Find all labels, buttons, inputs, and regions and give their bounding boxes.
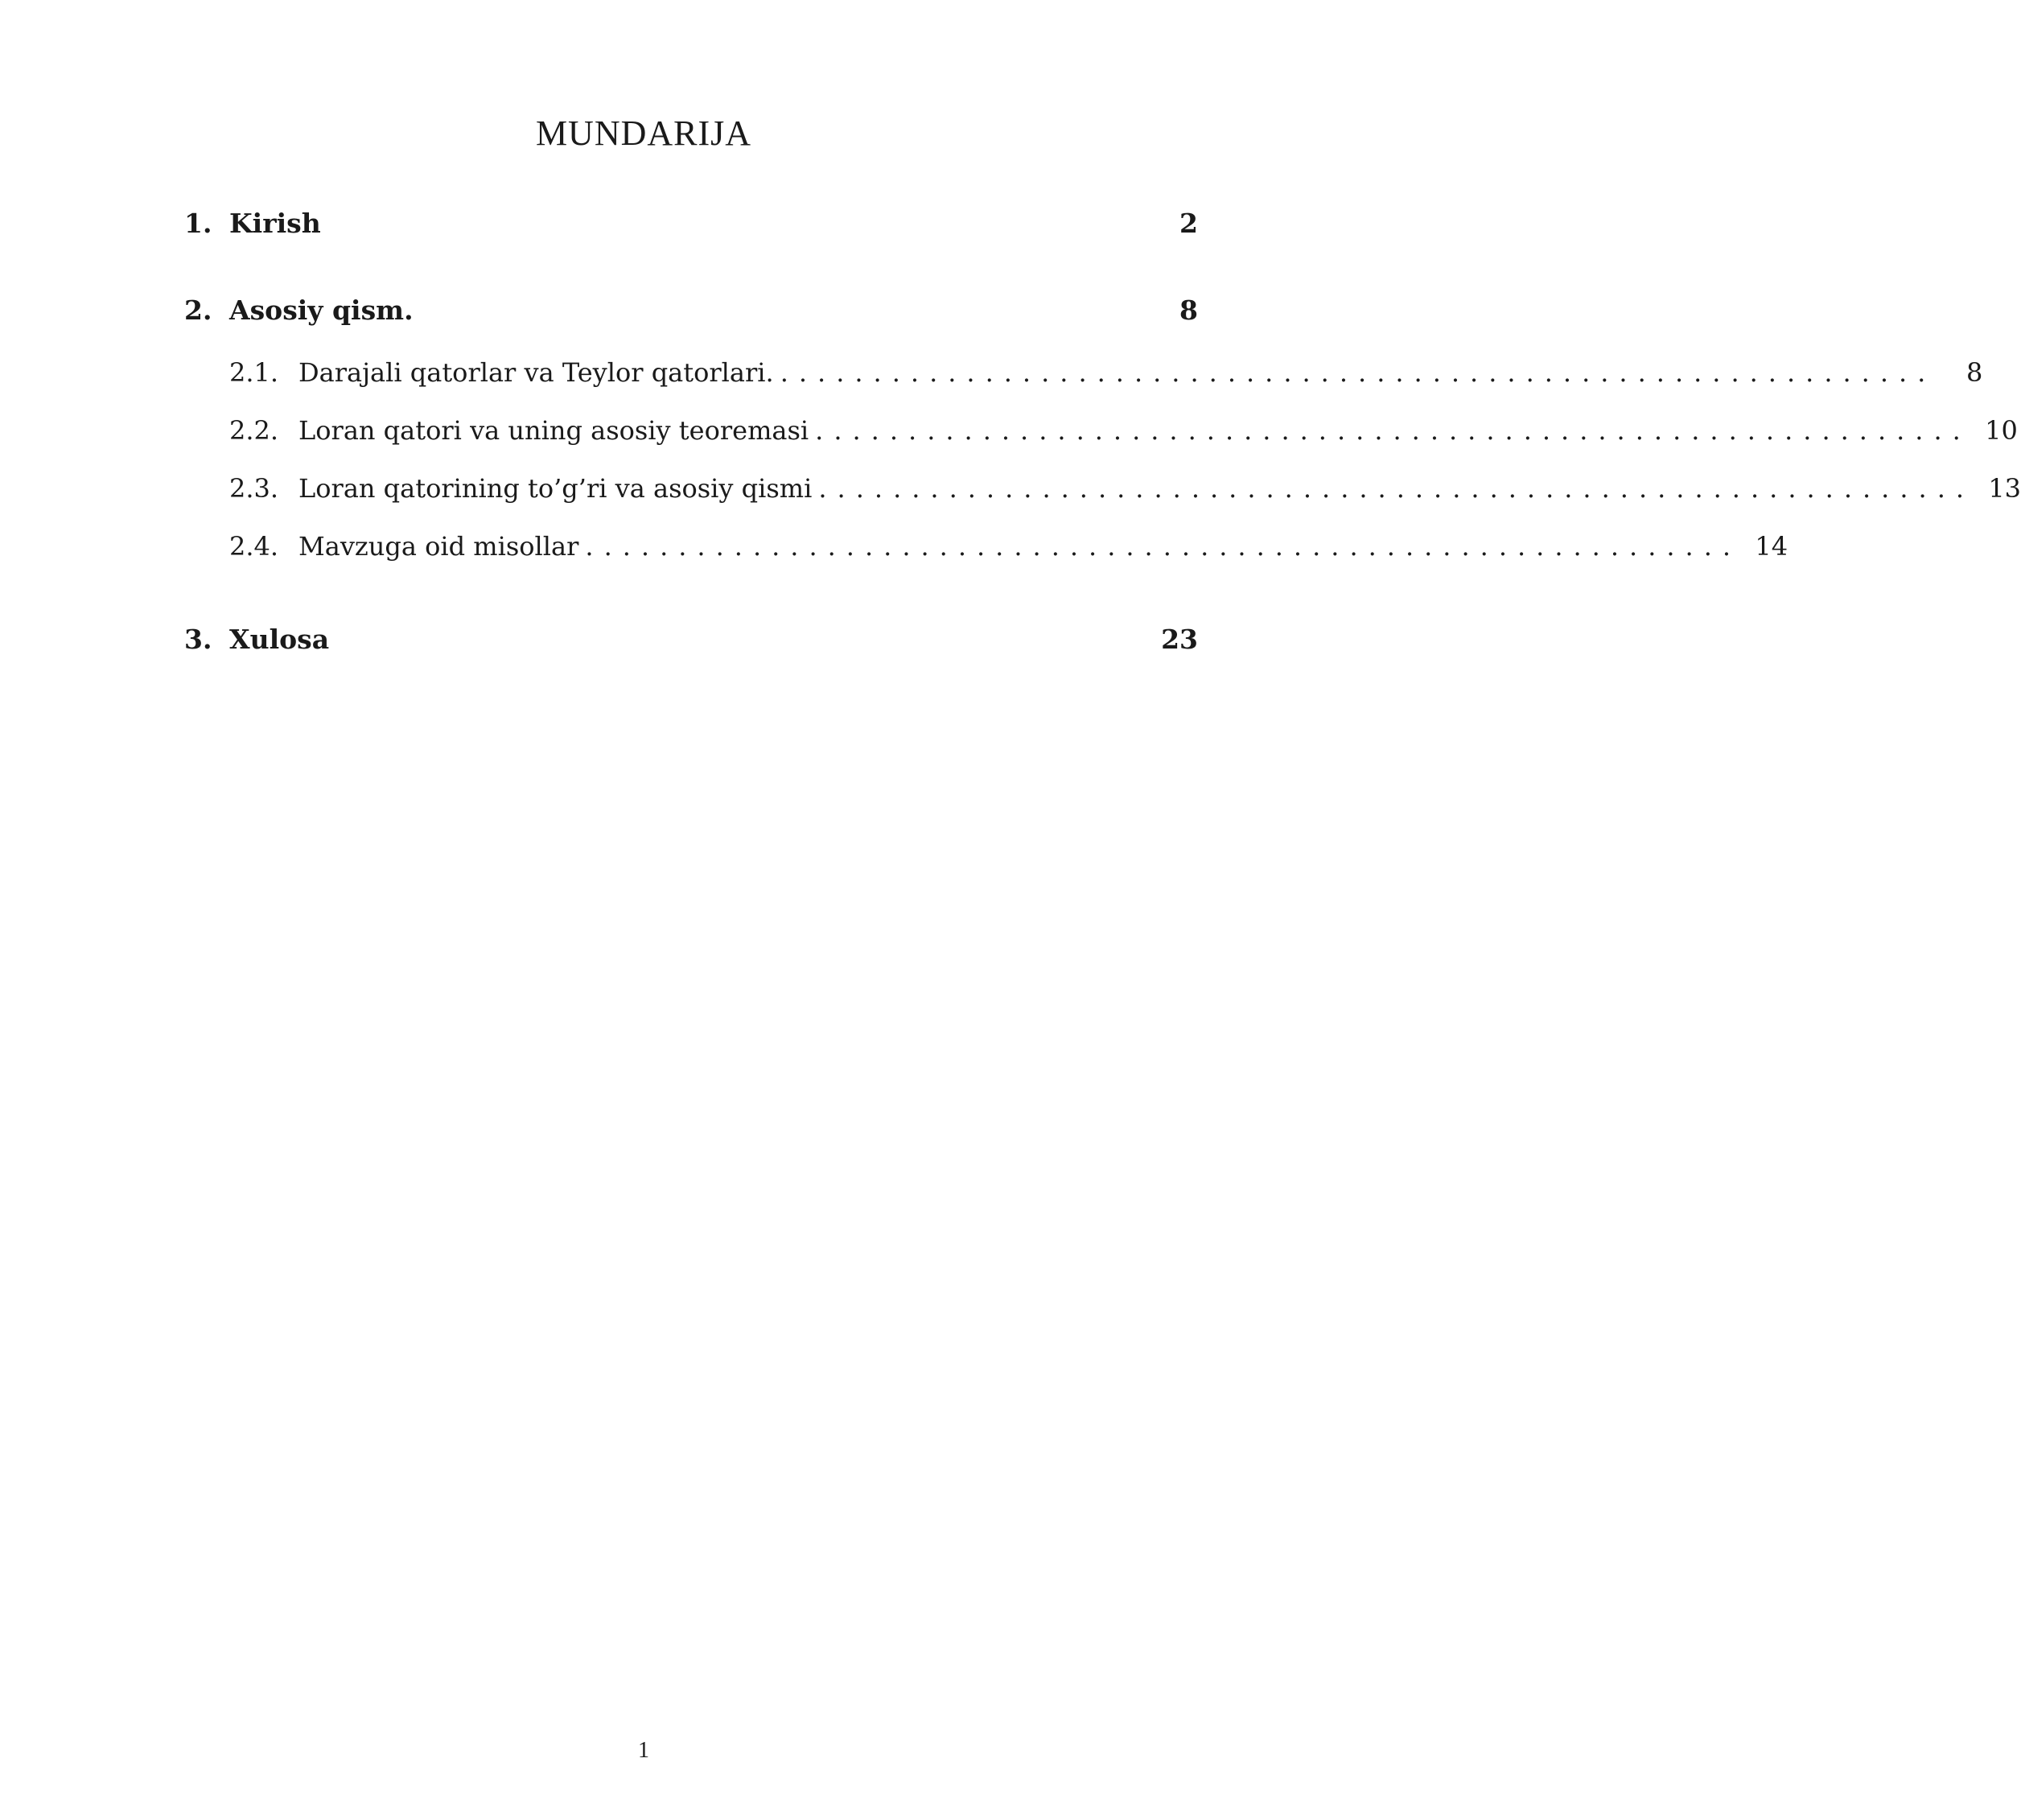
section-title: Loran qatori va uning asosiy teoremasi <box>298 415 809 446</box>
dot-leader: .............................................................. <box>815 415 1971 446</box>
toc-section-2-4[interactable] <box>229 517 1788 575</box>
chapter-page-number: 2 <box>1179 208 1198 239</box>
toc-chapter-2[interactable] <box>184 286 1198 335</box>
section-page-number: 8 <box>1965 357 1983 388</box>
table-of-contents <box>184 200 2021 664</box>
section-title: Darajali qatorlar va Teylor qatorlari. <box>298 357 774 388</box>
chapter-number: 2. <box>184 294 212 326</box>
toc-section-2-1[interactable] <box>229 344 1983 401</box>
dot-leader: .............................................................. <box>585 531 1742 562</box>
section-number: 2.3. <box>229 473 279 504</box>
dot-leader: .............................................................. <box>818 473 1975 504</box>
toc-chapter-1[interactable] <box>184 200 1198 248</box>
section-page-number: 13 <box>1988 473 2021 504</box>
toc-sections <box>184 344 2021 575</box>
chapter-title: Kirish <box>229 208 321 239</box>
page-title: MUNDARIJA <box>535 113 752 153</box>
section-page-number: 14 <box>1755 531 1788 562</box>
toc-chapter-3[interactable] <box>184 616 1198 664</box>
section-title: Loran qatorining to’g’ri va asosiy qismi <box>298 473 813 504</box>
section-number: 2.4. <box>229 531 279 562</box>
chapter-title: Asosiy qism. <box>229 294 414 326</box>
section-number: 2.1. <box>229 357 279 388</box>
chapter-number: 1. <box>184 208 212 239</box>
toc-section-2-3[interactable] <box>229 459 2021 517</box>
section-title: Mavzuga oid misollar <box>298 531 579 562</box>
toc-section-2-2[interactable] <box>229 401 2018 459</box>
chapter-page-number: 23 <box>1161 624 1198 655</box>
section-number: 2.2. <box>229 415 279 446</box>
chapter-page-number: 8 <box>1179 294 1198 326</box>
dot-leader: .............................................................. <box>780 357 1937 388</box>
footer-page-number: 1 <box>638 1738 649 1763</box>
chapter-number: 3. <box>184 624 212 655</box>
chapter-title: Xulosa <box>229 624 330 655</box>
section-page-number: 10 <box>1985 415 2018 446</box>
